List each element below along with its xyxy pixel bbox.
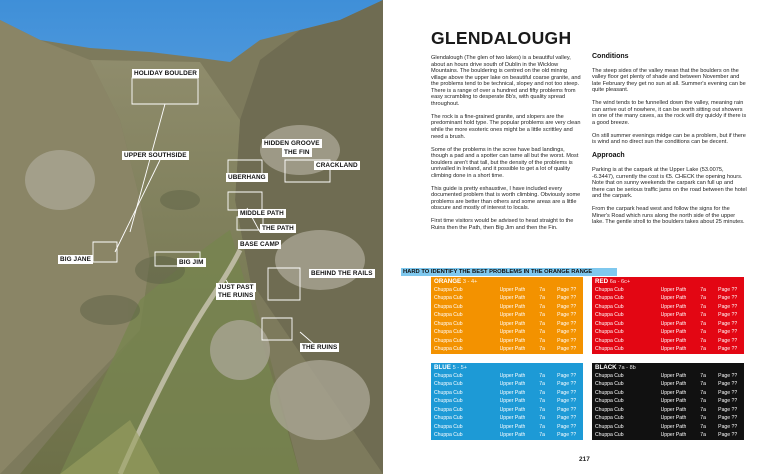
problem-page: Page ?? — [718, 287, 738, 293]
problem-area: Upper Path — [499, 303, 526, 310]
table-row — [592, 337, 744, 345]
problem-page: Page ?? — [718, 389, 738, 396]
grade-table-blue — [431, 363, 583, 440]
problem-area: Upper Path — [499, 329, 526, 336]
problem-page: Page ?? — [718, 373, 738, 379]
problem-page: Page ?? — [557, 312, 577, 319]
problem-page: Page ?? — [557, 346, 577, 353]
aerial-photo — [0, 0, 383, 474]
problem-area: Upper Path — [499, 432, 526, 439]
table-row — [431, 397, 583, 405]
table-row — [431, 372, 583, 380]
problem-area: Upper Path — [499, 320, 526, 327]
problem-page: Page ?? — [557, 406, 577, 413]
grade-table-name: RED — [595, 278, 610, 285]
problem-grade: 7a — [539, 373, 545, 379]
problem-area: Upper Path — [660, 406, 687, 413]
photo-label-big-jim: BIG JIM — [179, 259, 204, 266]
problem-page: Page ?? — [718, 415, 738, 422]
problem-area: Upper Path — [499, 389, 526, 396]
grade-table-range: 6a - 6c+ — [609, 279, 631, 285]
problem-page: Page ?? — [718, 303, 738, 310]
problem-page: Page ?? — [718, 329, 738, 336]
intro-paragraph-1: Glendalough (The glen of two lakes) is a beautiful valley, about an hours drive south of Dublin in the Wicklow Mountains. The bouldering is centred on the old mining village above the upper lake on beautiful coarse granite, and the problems tend to be technical, slopey and not too steep. There is a range of over a hundred and fifty problems from easy scrambling to desperate 8b's, with quality spread throughout. — [431, 55, 581, 107]
problem-grade: 7a — [539, 337, 545, 344]
problem-name: Chuppa Cub — [434, 406, 463, 413]
approach-paragraph-2: From the carpark head west and follow the signs for the Miner's Road which runs along the north side of the upper lake. The gentle stroll to the boulders takes about 25 minutes. — [592, 206, 745, 226]
grade-table-orange — [431, 277, 583, 354]
problem-name: Chuppa Cub — [595, 312, 624, 319]
grade-table-header — [592, 363, 744, 372]
problem-grade: 7a — [700, 303, 706, 310]
problem-grade: 7a — [700, 381, 706, 388]
problem-name: Chuppa Cub — [595, 287, 624, 293]
problem-area: Upper Path — [499, 423, 526, 430]
problem-grade: 7a — [700, 373, 706, 379]
problem-page: Page ?? — [557, 295, 577, 302]
problem-name: Chuppa Cub — [595, 329, 624, 336]
problem-grade: 7a — [700, 295, 706, 302]
intro-paragraph-4: This guide is pretty exhaustive, I have included every documented problem that is worth climbing. Obviously some problems are better than others and some areas are a little obscure and mostly of interest to locals. — [431, 185, 581, 212]
problem-name: Chuppa Cub — [434, 312, 463, 319]
conditions-paragraph-3: On still summer evenings midge can be a problem, but if there is wind and no direct sun the conditions can be decent. — [592, 132, 746, 146]
grade-table-red — [592, 277, 744, 354]
grade-table-name: BLUE — [434, 364, 453, 371]
problem-name: Chuppa Cub — [595, 346, 624, 353]
problem-page: Page ?? — [718, 337, 738, 344]
photo-label-just-past: JUST PAST — [218, 284, 254, 291]
table-row — [592, 311, 744, 319]
problem-grade: 7a — [700, 312, 706, 319]
table-row — [431, 294, 583, 302]
problem-grade: 7a — [700, 432, 706, 439]
table-row — [431, 389, 583, 397]
problem-page: Page ?? — [557, 389, 577, 396]
table-row — [592, 286, 744, 294]
intro-paragraph-5: First time visitors would be advised to head straight to the Ruins then the Path, then Big Jim and then the Fin. — [431, 218, 574, 232]
problem-grade: 7a — [700, 415, 706, 422]
problem-name: Chuppa Cub — [434, 389, 463, 396]
problem-grade: 7a — [700, 406, 706, 413]
table-row — [592, 389, 744, 397]
grade-table-range: 3 - 4+ — [462, 279, 478, 285]
problem-area: Upper Path — [660, 398, 687, 405]
problem-grade: 7a — [539, 312, 545, 319]
conditions-paragraph-2: The wind tends to be funnelled down the valley, meaning rain can arrive out of nowhere, it can be worth sitting out showers in one of the many caves, as the rock will dry quickly if there is a good breeze. — [592, 100, 747, 126]
problem-grade: 7a — [539, 406, 545, 413]
problem-area: Upper Path — [660, 312, 687, 319]
approach-paragraph-1: Parking is at the carpark at the Upper Lake (53.0075, -6.3447), currently the cost is €5. CHECK the opening hours. Note that on sunny weekends the carpark can full up and there can be serious traffic jams on the road between the hotel and the carpark. — [592, 166, 747, 200]
problem-page: Page ?? — [557, 329, 577, 336]
problem-area: Upper Path — [660, 303, 687, 310]
problem-grade: 7a — [539, 303, 545, 310]
orange-range-banner: HARD TO IDENTIFY THE BEST PROBLEMS IN THE ORANGE RANGE — [401, 268, 617, 276]
problem-page: Page ?? — [557, 398, 577, 405]
problem-area: Upper Path — [499, 295, 526, 302]
problem-page: Page ?? — [557, 373, 577, 379]
table-row — [431, 380, 583, 388]
problem-name: Chuppa Cub — [595, 381, 624, 388]
problem-name: Chuppa Cub — [595, 406, 624, 413]
problem-page: Page ?? — [718, 406, 738, 413]
problem-area: Upper Path — [660, 373, 687, 379]
conditions-heading: Conditions — [592, 53, 629, 60]
grade-table-name: ORANGE — [434, 278, 463, 285]
problem-name: Chuppa Cub — [595, 398, 624, 405]
problem-name: Chuppa Cub — [595, 373, 624, 379]
problem-grade: 7a — [539, 295, 545, 302]
photo-label-uberhang: UBERHANG — [228, 174, 266, 181]
problem-grade: 7a — [539, 320, 545, 327]
problem-name: Chuppa Cub — [434, 398, 463, 405]
problem-area: Upper Path — [660, 337, 687, 344]
photo-label-the-fin: THE FIN — [284, 149, 310, 156]
problem-grade: 7a — [539, 346, 545, 353]
problem-area: Upper Path — [499, 398, 526, 405]
problem-name: Chuppa Cub — [434, 329, 463, 336]
problem-page: Page ?? — [718, 432, 738, 439]
problem-page: Page ?? — [718, 423, 738, 430]
photo-label-behind-the-rails: BEHIND THE RAILS — [311, 270, 373, 277]
problem-grade: 7a — [539, 398, 545, 405]
table-row — [592, 372, 744, 380]
problem-name: Chuppa Cub — [434, 432, 463, 439]
problem-name: Chuppa Cub — [434, 287, 463, 293]
intro-paragraph-3: Some of the problems in the scree have bad landings, though a pad and a spotter can tame all but the worst. Most boulders aren't that tall, but the density of the problems is unrivalled in Ireland, and it possible to get a lot of quality climbing done in a short time. — [431, 146, 579, 179]
problem-name: Chuppa Cub — [434, 423, 463, 430]
table-row — [592, 423, 744, 431]
problem-page: Page ?? — [718, 346, 738, 353]
table-row — [592, 294, 744, 302]
problem-grade: 7a — [700, 337, 706, 344]
problem-name: Chuppa Cub — [434, 381, 463, 388]
photo-label-big-jane: BIG JANE — [60, 256, 91, 263]
problem-grade: 7a — [539, 287, 545, 293]
grade-table-name: BLACK — [595, 364, 619, 371]
problem-grade: 7a — [539, 415, 545, 422]
problem-area: Upper Path — [660, 346, 687, 353]
photo-label-holiday-boulder: HOLIDAY BOULDER — [134, 70, 197, 77]
problem-name: Chuppa Cub — [595, 337, 624, 344]
table-row — [592, 303, 744, 311]
problem-grade: 7a — [700, 329, 706, 336]
photo-label-hidden-groove: HIDDEN GROOVE — [264, 140, 320, 147]
problem-page: Page ?? — [718, 381, 738, 388]
problem-name: Chuppa Cub — [595, 415, 624, 422]
table-row — [431, 311, 583, 319]
photo-label-the-path: THE PATH — [262, 225, 294, 232]
grade-table-range: 7a - 8b — [618, 365, 636, 371]
problem-area: Upper Path — [499, 346, 526, 353]
problem-area: Upper Path — [660, 432, 687, 439]
problem-grade: 7a — [700, 320, 706, 327]
problem-area: Upper Path — [660, 329, 687, 336]
problem-area: Upper Path — [499, 337, 526, 344]
problem-area: Upper Path — [499, 381, 526, 388]
problem-area: Upper Path — [499, 312, 526, 319]
problem-page: Page ?? — [557, 432, 577, 439]
problem-area: Upper Path — [660, 423, 687, 430]
problem-grade: 7a — [700, 389, 706, 396]
problem-area: Upper Path — [499, 287, 526, 293]
problem-name: Chuppa Cub — [595, 423, 624, 430]
problem-grade: 7a — [700, 398, 706, 405]
problem-name: Chuppa Cub — [434, 346, 463, 353]
intro-paragraph-2: The rock is a fine-grained granite, and slopers are the predominant hold type. The popular problems are very clean while the more esoteric ones might be a little scrittley and need a brush. — [431, 113, 581, 140]
table-row — [431, 320, 583, 328]
photo-label-upper-southside: UPPER SOUTHSIDE — [124, 152, 187, 159]
problem-name: Chuppa Cub — [595, 303, 624, 310]
intro-column — [431, 55, 583, 238]
grade-table-header — [592, 277, 744, 286]
problem-page: Page ?? — [718, 295, 738, 302]
photo-label-middle-path: MIDDLE PATH — [240, 210, 284, 217]
problem-name: Chuppa Cub — [434, 295, 463, 302]
problem-grade: 7a — [539, 432, 545, 439]
grade-table-range: 5 - 5+ — [452, 365, 468, 371]
problem-name: Chuppa Cub — [434, 303, 463, 310]
problem-area: Upper Path — [660, 415, 687, 422]
table-row — [431, 286, 583, 294]
table-row — [592, 397, 744, 405]
problem-grade: 7a — [539, 381, 545, 388]
right-column — [592, 53, 747, 232]
problem-page: Page ?? — [557, 337, 577, 344]
table-row — [431, 431, 583, 439]
problem-area: Upper Path — [499, 415, 526, 422]
photo-label-base-camp: BASE CAMP — [240, 241, 280, 248]
table-row — [431, 423, 583, 431]
photo-label-the-ruins-sub: THE RUINS — [218, 292, 254, 299]
problem-name: Chuppa Cub — [595, 389, 624, 396]
problem-page: Page ?? — [557, 303, 577, 310]
problem-name: Chuppa Cub — [595, 295, 624, 302]
problem-name: Chuppa Cub — [434, 337, 463, 344]
problem-page: Page ?? — [557, 320, 577, 327]
table-row — [592, 345, 744, 353]
table-row — [592, 431, 744, 439]
approach-heading: Approach — [592, 152, 625, 160]
grade-table-black — [592, 363, 744, 440]
grade-table-header — [431, 277, 583, 286]
page-title: GLENDALOUGH — [431, 28, 572, 48]
problem-page: Page ?? — [557, 423, 577, 430]
problem-grade: 7a — [539, 423, 545, 430]
table-row — [431, 345, 583, 353]
photo-label-crackland: CRACKLAND — [316, 162, 358, 169]
problem-page: Page ?? — [718, 320, 738, 327]
text-page — [383, 0, 768, 474]
problem-area: Upper Path — [660, 295, 687, 302]
conditions-paragraph-1: The steep sides of the valley mean that the boulders on the valley floor get plenty of shade and between November and late February they get no sun at all. Summer's evening can be quite pleasant. — [592, 67, 746, 94]
page-number: 217 — [579, 456, 590, 463]
problem-name: Chuppa Cub — [434, 373, 463, 379]
problem-page: Page ?? — [557, 287, 577, 293]
problem-grade: 7a — [700, 287, 706, 293]
table-row — [592, 320, 744, 328]
table-row — [592, 380, 744, 388]
problem-name: Chuppa Cub — [595, 320, 624, 327]
problem-grade: 7a — [700, 346, 706, 353]
table-row — [431, 337, 583, 345]
table-row — [592, 328, 744, 336]
problem-page: Page ?? — [718, 312, 738, 319]
problem-grade: 7a — [700, 423, 706, 430]
problem-name: Chuppa Cub — [434, 320, 463, 327]
problem-page: Page ?? — [557, 381, 577, 388]
table-row — [592, 414, 744, 422]
table-row — [592, 406, 744, 414]
photo-label-the-ruins: THE RUINS — [302, 344, 338, 351]
problem-area: Upper Path — [660, 320, 687, 327]
problem-area: Upper Path — [660, 287, 687, 293]
grade-table-header — [431, 363, 583, 372]
table-row — [431, 414, 583, 422]
problem-area: Upper Path — [660, 389, 687, 396]
problem-area: Upper Path — [499, 373, 526, 379]
problem-page: Page ?? — [718, 398, 738, 405]
problem-name: Chuppa Cub — [434, 415, 463, 422]
problem-grade: 7a — [539, 389, 545, 396]
table-row — [431, 328, 583, 336]
problem-area: Upper Path — [660, 381, 687, 388]
problem-area: Upper Path — [499, 406, 526, 413]
problem-page: Page ?? — [557, 415, 577, 422]
table-row — [431, 303, 583, 311]
problem-grade: 7a — [539, 329, 545, 336]
problem-name: Chuppa Cub — [595, 432, 624, 439]
table-row — [431, 406, 583, 414]
